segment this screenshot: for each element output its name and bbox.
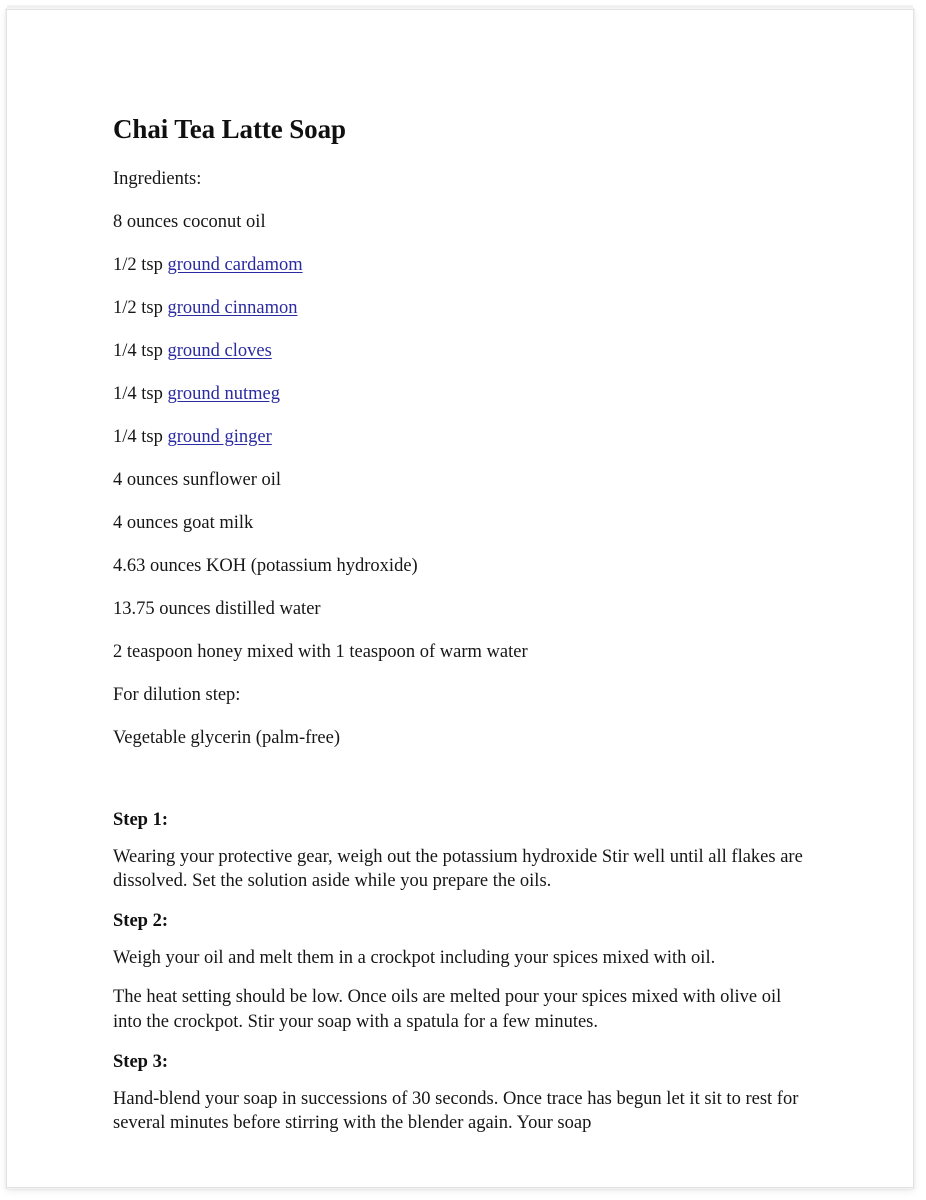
ingredient-koh: 4.63 ounces KOH (potassium hydroxide) (113, 556, 418, 577)
link-ground-cinnamon[interactable]: ground cinnamon (167, 298, 298, 318)
step-2-paragraph-1: Weigh your oil and melt them in a crockpot including your spices mixed with oil. (113, 947, 716, 968)
ingredient-ginger (113, 425, 813, 449)
step-block-3 (113, 1050, 813, 1136)
ingredient-sunflower-oil: 4 ounces sunflower oil (113, 470, 282, 491)
ingredient-cardamom-amount: 1/2 tsp (113, 254, 168, 275)
step-2-heading: Step 2: (113, 910, 168, 931)
ingredient-distilled-water: 13.75 ounces distilled water (113, 599, 321, 620)
ingredient-ginger-amount: 1/4 tsp (113, 427, 168, 448)
ingredient-cinnamon (113, 296, 813, 320)
ingredient-nutmeg-amount: 1/4 tsp (113, 384, 168, 405)
link-ground-ginger[interactable]: ground ginger (167, 427, 272, 448)
step-block-2 (113, 909, 813, 1035)
step-1-paragraph: Wearing your protective gear, weigh out the potassium hydroxide Stir well until all flakes are dissolved. Set the solution aside while you prepare the oils. (113, 846, 803, 892)
ingredient-goat-milk: 4 ounces goat milk (113, 513, 254, 534)
ingredient-cloves (113, 339, 813, 363)
ingredient-vegetable-glycerin: Vegetable glycerin (palm-free) (113, 728, 341, 749)
ingredient-cardamom (113, 253, 813, 277)
step-1-heading: Step 1: (113, 809, 168, 830)
document-page (6, 9, 914, 1188)
ingredient-coconut-oil: 8 ounces coconut oil (113, 211, 266, 232)
ingredient-honey: 2 teaspoon honey mixed with 1 teaspoon of warm water (113, 642, 528, 663)
page-title: Chai Tea Latte Soap (113, 114, 346, 144)
section-spacer (113, 770, 813, 808)
step-2-paragraph-2: The heat setting should be low. Once oils are melted pour your spices mixed with olive oil into the crockpot. Stir your soap with a spatula for a few minutes. (113, 987, 782, 1032)
ingredient-cloves-amount: 1/4 tsp (113, 341, 168, 362)
ingredient-nutmeg (113, 382, 813, 406)
link-ground-cloves[interactable]: ground cloves (167, 341, 272, 362)
link-ground-cardamom[interactable]: ground cardamom (167, 254, 303, 275)
step-block-1 (113, 808, 813, 894)
step-3-heading: Step 3: (113, 1051, 168, 1072)
dilution-step-label: For dilution step: (113, 685, 241, 706)
step-3-paragraph: Hand-blend your soap in successions of 30 seconds. Once trace has begun let it sit to rest for several minutes before stirring with the blender again. Your soap (113, 1088, 799, 1134)
page-top-edge (7, 4, 913, 9)
ingredients-heading: Ingredients: (113, 168, 202, 189)
ingredient-cinnamon-amount: 1/2 tsp (113, 298, 168, 318)
document-content (113, 114, 813, 1151)
link-ground-nutmeg[interactable]: ground nutmeg (167, 384, 281, 405)
